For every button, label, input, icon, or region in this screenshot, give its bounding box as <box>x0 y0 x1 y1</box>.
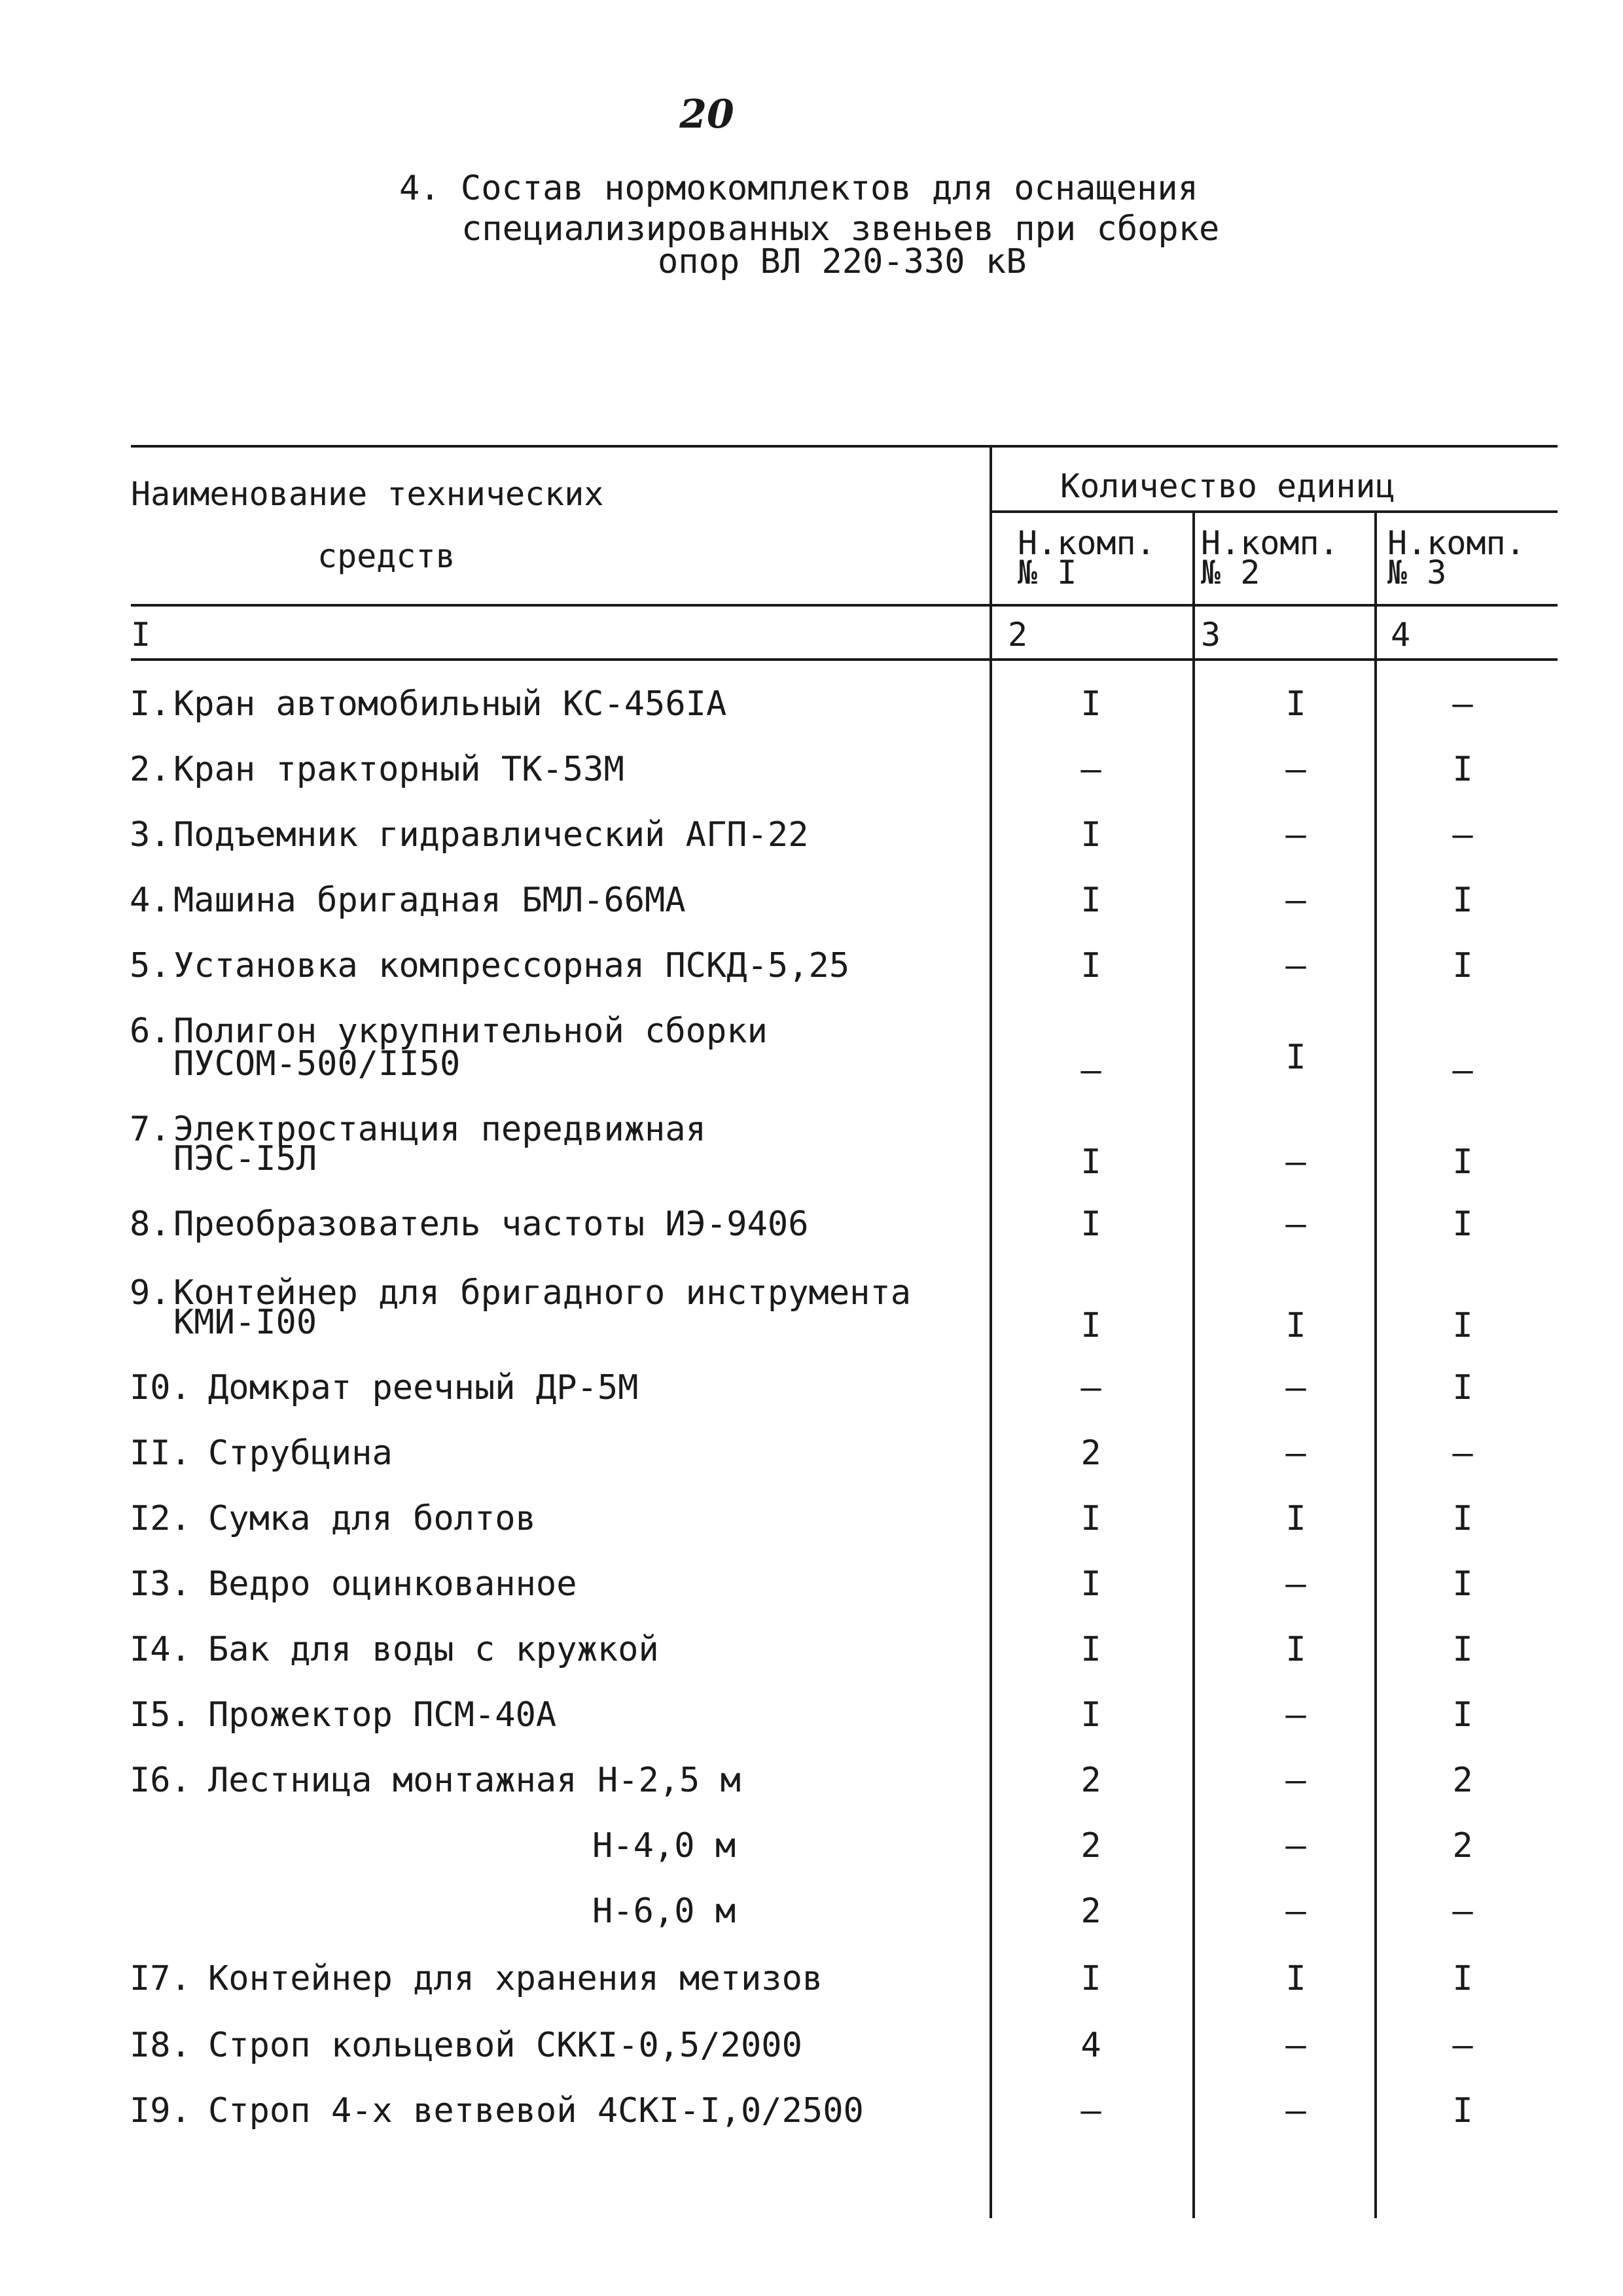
row-number: I0. <box>130 1368 191 1407</box>
kit-2-value: – <box>1285 1892 1306 1931</box>
kit-3-value: – <box>1452 2026 1473 2065</box>
row-name-continuation: ПЭС-I5Л <box>173 1139 317 1178</box>
header-kit-2-line-1: Н.комп. <box>1201 524 1339 562</box>
row-number: 9. <box>130 1273 171 1313</box>
kit-3-value: I <box>1452 1368 1473 1407</box>
kit-1-value: – <box>1080 2091 1101 2130</box>
kit-3-value: – <box>1452 1434 1473 1473</box>
kit-1-value: I <box>1080 1695 1101 1735</box>
kit-3-value: – <box>1452 815 1473 855</box>
row-name: Бак для воды с кружкой <box>208 1630 659 1669</box>
row-name: Ведро оцинкованное <box>208 1564 577 1604</box>
kit-3-value: I <box>1452 1306 1473 1345</box>
row-number: 4. <box>130 881 171 920</box>
row-number: I9. <box>130 2091 191 2130</box>
kit-1-value: I <box>1080 1564 1101 1604</box>
kit-3-value: – <box>1452 684 1473 724</box>
kit-1-value: – <box>1080 1051 1101 1090</box>
kit-2-value: – <box>1285 881 1306 920</box>
row-number: 8. <box>130 1205 171 1244</box>
kit-3-value: 2 <box>1452 1761 1473 1800</box>
row-name: Преобразователь частоты ИЭ-9406 <box>173 1205 809 1244</box>
row-number: I8. <box>130 2026 191 2065</box>
kit-3-value: I <box>1452 881 1473 920</box>
kit-2-value: I <box>1285 1499 1306 1538</box>
column-divider-2 <box>1192 510 1195 2218</box>
row-name: Машина бригадная БМЛ-66МА <box>173 881 686 920</box>
kit-2-value: I <box>1285 1038 1306 1077</box>
title-line-2: специализированных звеньев при сборке <box>461 209 1220 249</box>
column-divider-3 <box>1374 510 1377 2218</box>
kit-3-value: I <box>1452 1630 1473 1669</box>
row-number: II. <box>130 1434 191 1473</box>
header-kit-1-line-2: № I <box>1018 554 1077 592</box>
row-name: Строп кольцевой СККI-0,5/2000 <box>208 2026 802 2065</box>
title-line-3: опор ВЛ 220-330 кВ <box>658 242 1027 281</box>
column-number: I <box>131 616 151 654</box>
page-number: 20 <box>679 92 734 137</box>
kit-2-value: – <box>1285 2026 1306 2065</box>
row-number: I5. <box>130 1695 191 1735</box>
row-name-continuation: ПУСОМ-500/II50 <box>173 1044 461 1084</box>
kit-1-value: I <box>1080 1306 1101 1345</box>
column-divider-1 <box>990 445 992 2218</box>
row-name-continuation: КМИ-I00 <box>173 1303 317 1342</box>
title-line-1: 4. Состав нормокомплектов для оснащения <box>399 169 1198 208</box>
kit-2-value: – <box>1285 815 1306 855</box>
row-name: Струбцина <box>208 1434 393 1473</box>
row-name: Подъемник гидравлический АГП-22 <box>173 815 809 855</box>
kit-1-value: I <box>1080 684 1101 724</box>
kit-1-value: I <box>1080 1630 1101 1669</box>
header-name-line-1: Наименование технических <box>131 475 604 513</box>
kit-1-value: – <box>1080 1368 1101 1407</box>
row-number: I4. <box>130 1630 191 1669</box>
row-name: Строп 4-х ветвевой 4СКI-I,0/2500 <box>208 2091 864 2130</box>
row-number: 7. <box>130 1110 171 1149</box>
row-name: Лестница монтажная Н-2,5 м <box>208 1761 741 1800</box>
header-name-line-2: средств <box>317 537 455 575</box>
kit-2-value: I <box>1285 1306 1306 1345</box>
kit-3-value: I <box>1452 1205 1473 1244</box>
kit-1-value: 4 <box>1080 2026 1101 2065</box>
kit-3-value: – <box>1452 1051 1473 1090</box>
kit-1-value: I <box>1080 1205 1101 1244</box>
kit-1-value: 2 <box>1080 1434 1101 1473</box>
kit-2-value: – <box>1285 1826 1306 1865</box>
header-kit-3-line-2: № 3 <box>1387 554 1447 592</box>
kit-2-value: – <box>1285 1761 1306 1800</box>
header-quantity: Количество единиц <box>1060 467 1395 505</box>
kit-2-value: – <box>1285 1205 1306 1244</box>
row-name: Н-6,0 м <box>592 1892 736 1931</box>
row-number: 3. <box>130 815 171 855</box>
table-top-rule <box>131 445 1558 448</box>
row-number: 2. <box>130 750 171 789</box>
row-name: Контейнер для хранения метизов <box>208 1959 823 1998</box>
kit-1-value: I <box>1080 1959 1101 1998</box>
kit-3-value: 2 <box>1452 1826 1473 1865</box>
kit-1-value: I <box>1080 946 1101 985</box>
kit-3-value: I <box>1452 1564 1473 1604</box>
header-kit-2-line-2: № 2 <box>1201 554 1260 592</box>
row-name: Н-4,0 м <box>592 1826 736 1865</box>
header-kit-3-line-1: Н.комп. <box>1387 524 1525 562</box>
kit-1-value: 2 <box>1080 1761 1101 1800</box>
row-name: Контейнер для бригадного инструмента <box>173 1273 912 1313</box>
row-name: Полигон укрупнительной сборки <box>173 1012 768 1051</box>
row-number: I. <box>130 684 171 724</box>
quantity-header-rule <box>990 510 1558 513</box>
column-numbers-rule <box>131 658 1558 661</box>
kit-2-value: I <box>1285 1959 1306 1998</box>
kit-1-value: I <box>1080 1499 1101 1538</box>
header-kit-1-line-1: Н.комп. <box>1018 524 1156 562</box>
kit-2-value: I <box>1285 1630 1306 1669</box>
row-number: 5. <box>130 946 171 985</box>
kit-2-value: – <box>1285 946 1306 985</box>
row-name: Установка компрессорная ПСКД-5,25 <box>173 946 850 985</box>
kit-3-value: I <box>1452 1499 1473 1538</box>
kit-3-value: I <box>1452 1142 1473 1182</box>
header-bottom-rule <box>131 604 1558 607</box>
kit-3-value: I <box>1452 750 1473 789</box>
row-name: Прожектор ПСМ-40А <box>208 1695 557 1735</box>
kit-2-value: – <box>1285 750 1306 789</box>
kit-3-value: I <box>1452 946 1473 985</box>
column-number: 2 <box>1008 616 1028 654</box>
kit-2-value: – <box>1285 1368 1306 1407</box>
kit-1-value: I <box>1080 881 1101 920</box>
row-name: Кран автомобильный КС-456IА <box>173 684 727 724</box>
row-number: I3. <box>130 1564 191 1604</box>
kit-3-value: – <box>1452 1892 1473 1931</box>
kit-3-value: I <box>1452 2091 1473 2130</box>
kit-2-value: – <box>1285 1695 1306 1735</box>
kit-1-value: 2 <box>1080 1826 1101 1865</box>
kit-2-value: – <box>1285 1564 1306 1604</box>
kit-3-value: I <box>1452 1695 1473 1735</box>
row-number: I2. <box>130 1499 191 1538</box>
row-name: Кран тракторный ТК-53М <box>173 750 624 789</box>
row-name: Электростанция передвижная <box>173 1110 706 1149</box>
row-name: Сумка для болтов <box>208 1499 536 1538</box>
column-number: 3 <box>1201 616 1221 654</box>
kit-1-value: I <box>1080 1142 1101 1182</box>
row-name: Домкрат реечный ДР-5М <box>208 1368 639 1407</box>
kit-1-value: – <box>1080 750 1101 789</box>
kit-3-value: I <box>1452 1959 1473 1998</box>
kit-2-value: – <box>1285 2091 1306 2130</box>
row-number: I7. <box>130 1959 191 1998</box>
row-number: 6. <box>130 1012 171 1051</box>
row-number: I6. <box>130 1761 191 1800</box>
kit-1-value: 2 <box>1080 1892 1101 1931</box>
kit-1-value: I <box>1080 815 1101 855</box>
column-number: 4 <box>1391 616 1411 654</box>
kit-2-value: – <box>1285 1434 1306 1473</box>
kit-2-value: – <box>1285 1142 1306 1182</box>
kit-2-value: I <box>1285 684 1306 724</box>
